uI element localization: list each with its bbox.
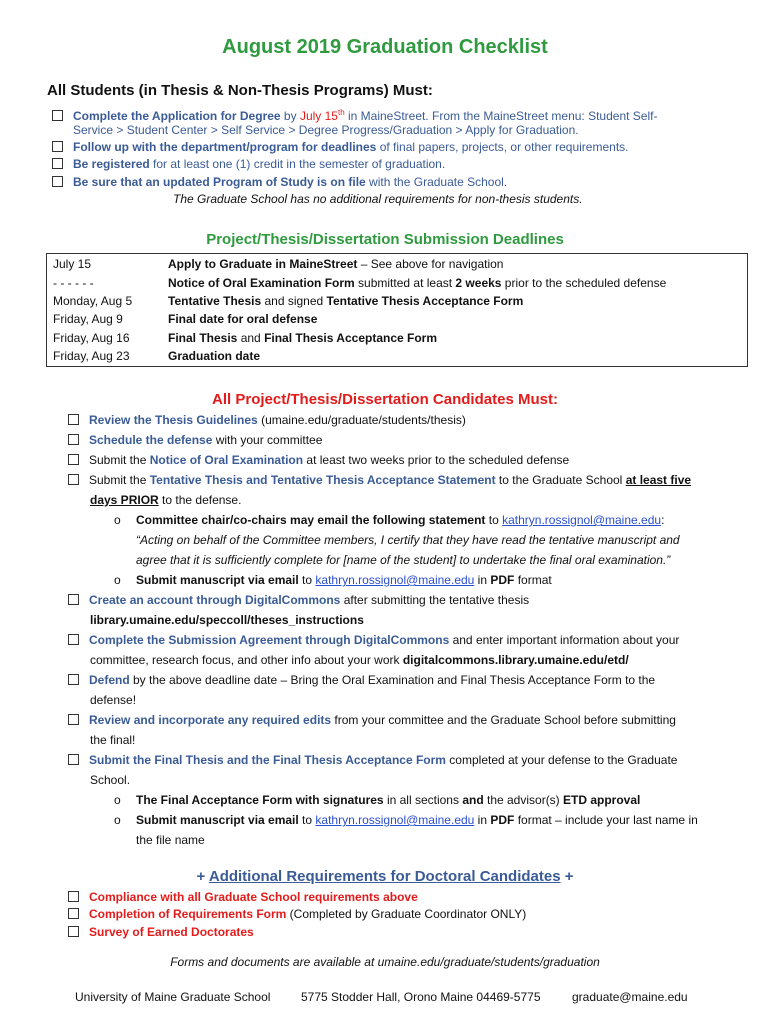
candidate-item-submission-agreement: Complete the Submission Agreement through DigitalCommons and enter important information about your <box>68 633 679 647</box>
deadline-date: Monday, Aug 5 <box>53 294 133 308</box>
sub-item-final-acceptance: o The Final Acceptance Form with signatures in all sections and the advisor(s) ETD approval <box>114 793 641 807</box>
bullet: o <box>114 513 121 527</box>
checkbox[interactable] <box>68 926 79 937</box>
deadline-date: - - - - - - <box>53 276 94 290</box>
checkbox[interactable] <box>68 634 79 645</box>
bullet: o <box>114 813 121 827</box>
speccoll-url: library.umaine.edu/speccoll/theses_instructions <box>90 613 364 627</box>
doctoral-item-requirements-form: Completion of Requirements Form (Completed by Graduate Coordinator ONLY) <box>68 907 526 921</box>
checkbox[interactable] <box>68 594 79 605</box>
checkbox[interactable] <box>68 908 79 919</box>
forms-note: Forms and documents are available at umaine.edu/graduate/students/graduation <box>170 955 600 969</box>
candidate-item-tentative-cont: days PRIOR to the defense. <box>90 493 242 507</box>
deadline-date: Friday, Aug 23 <box>53 349 130 363</box>
deadline-desc: Notice of Oral Examination Form submitted at least 2 weeks prior to the scheduled defense <box>168 276 667 290</box>
email-link[interactable]: kathryn.rossignol@maine.edu <box>315 573 475 587</box>
deadline-desc: Final Thesis and Final Thesis Acceptance Form <box>168 331 438 345</box>
checklist-item-apply: Complete the Application for Degree by July 15th in MaineStreet. From the MaineStreet menu: Student Self- <box>52 106 657 123</box>
sub-item-submit-final-manuscript: o Submit manuscript via email to kathryn.rossignol@maine.edu in PDF format – include your last name in <box>114 813 698 827</box>
sub-item-submit-final-manuscript-cont: the file name <box>136 833 205 847</box>
candidate-item-edits: Review and incorporate any required edits from your committee and the Graduate School before submitting <box>68 713 676 727</box>
checkbox[interactable] <box>68 474 79 485</box>
checklist-item-program-of-study: Be sure that an updated Program of Study is on file with the Graduate School. <box>52 175 507 189</box>
checklist-item-apply-cont: Service > Student Center > Self Service > Degree Progress/Graduation > Apply for Graduation. <box>73 123 579 137</box>
footer-email: graduate@maine.edu <box>572 990 688 1004</box>
checkbox[interactable] <box>68 674 79 685</box>
candidate-item-defend-cont: defense! <box>90 693 137 707</box>
candidates-heading: All Project/Thesis/Dissertation Candidates Must: <box>212 391 558 408</box>
checkbox[interactable] <box>68 434 79 445</box>
checkbox[interactable] <box>52 158 63 169</box>
deadlines-heading: Project/Thesis/Dissertation Submission Deadlines <box>206 231 564 248</box>
checkbox[interactable] <box>68 414 79 425</box>
deadline-desc: Final date for oral defense <box>168 312 318 326</box>
sub-item-committee-statement: o Committee chair/co-chairs may email the following statement to kathryn.rossignol@maine.edu: <box>114 513 665 527</box>
checkbox[interactable] <box>68 891 79 902</box>
candidate-item-guidelines: Review the Thesis Guidelines (umaine.edu/graduate/students/thesis) <box>68 413 466 427</box>
checklist-item-followup: Follow up with the department/program for deadlines of final papers, projects, or other requirements. <box>52 140 628 154</box>
candidate-item-tentative: Submit the Tentative Thesis and Tentative Thesis Acceptance Statement to the Graduate School at least five <box>68 473 691 487</box>
page-title: August 2019 Graduation Checklist <box>222 36 548 58</box>
email-link[interactable]: kathryn.rossignol@maine.edu <box>315 813 475 827</box>
checkbox[interactable] <box>68 754 79 765</box>
checkbox[interactable] <box>52 141 63 152</box>
deadline-desc: Graduation date <box>168 349 261 363</box>
checkbox[interactable] <box>68 454 79 465</box>
candidate-item-final-thesis: Submit the Final Thesis and the Final Thesis Acceptance Form completed at your defense to the Graduate <box>68 753 677 767</box>
footer-address: 5775 Stodder Hall, Orono Maine 04469-5775 <box>301 990 541 1004</box>
statement-quote-2: agree that it is sufficiently complete for [name of the student] to undertake the final oral examination.” <box>136 553 671 567</box>
checklist-item-registered: Be registered for at least one (1) credit in the semester of graduation. <box>52 157 445 171</box>
candidate-item-final-thesis-cont: School. <box>90 773 131 787</box>
bullet: o <box>114 793 121 807</box>
candidate-item-defend: Defend by the above deadline date – Bring the Oral Examination and Final Thesis Acceptance Form to the <box>68 673 655 687</box>
checkbox[interactable] <box>68 714 79 725</box>
deadline-desc: Apply to Graduate in MaineStreet – See above for navigation <box>168 257 504 271</box>
doctoral-item-compliance: Compliance with all Graduate School requirements above <box>68 890 418 904</box>
deadline-date: July 15 <box>53 257 92 271</box>
email-link[interactable]: kathryn.rossignol@maine.edu <box>502 513 662 527</box>
candidate-item-edits-cont: the final! <box>90 733 136 747</box>
candidate-item-digitalcommons-account: Create an account through DigitalCommons after submitting the tentative thesis <box>68 593 529 607</box>
sub-item-submit-manuscript: o Submit manuscript via email to kathryn.rossignol@maine.edu in PDF format <box>114 573 552 587</box>
candidate-item-schedule: Schedule the defense with your committee <box>68 433 322 447</box>
deadline-date: Friday, Aug 16 <box>53 331 130 345</box>
all-students-heading: All Students (in Thesis & Non-Thesis Programs) Must: <box>47 82 433 99</box>
deadline-desc: Tentative Thesis and signed Tentative Thesis Acceptance Form <box>168 294 524 308</box>
candidate-item-submission-agreement-cont: committee, research focus, and other info about your work digitalcommons.library.umaine.edu/etd/ <box>90 653 629 667</box>
checkbox[interactable] <box>52 176 63 187</box>
candidate-item-notice: Submit the Notice of Oral Examination at least two weeks prior to the scheduled defense <box>68 453 569 467</box>
statement-quote-1: “Acting on behalf of the Committee members, I certify that they have read the tentative manuscript and <box>136 533 680 547</box>
deadlines-table <box>46 253 748 367</box>
footer-org: University of Maine Graduate School <box>75 990 271 1004</box>
checkbox[interactable] <box>52 110 63 121</box>
deadline-date: Friday, Aug 9 <box>53 312 123 326</box>
doctoral-heading: + Additional Requirements for Doctoral Candidates + <box>196 868 574 885</box>
non-thesis-note: The Graduate School has no additional requirements for non-thesis students. <box>173 192 583 206</box>
doctoral-item-survey: Survey of Earned Doctorates <box>68 925 254 939</box>
bullet: o <box>114 573 121 587</box>
